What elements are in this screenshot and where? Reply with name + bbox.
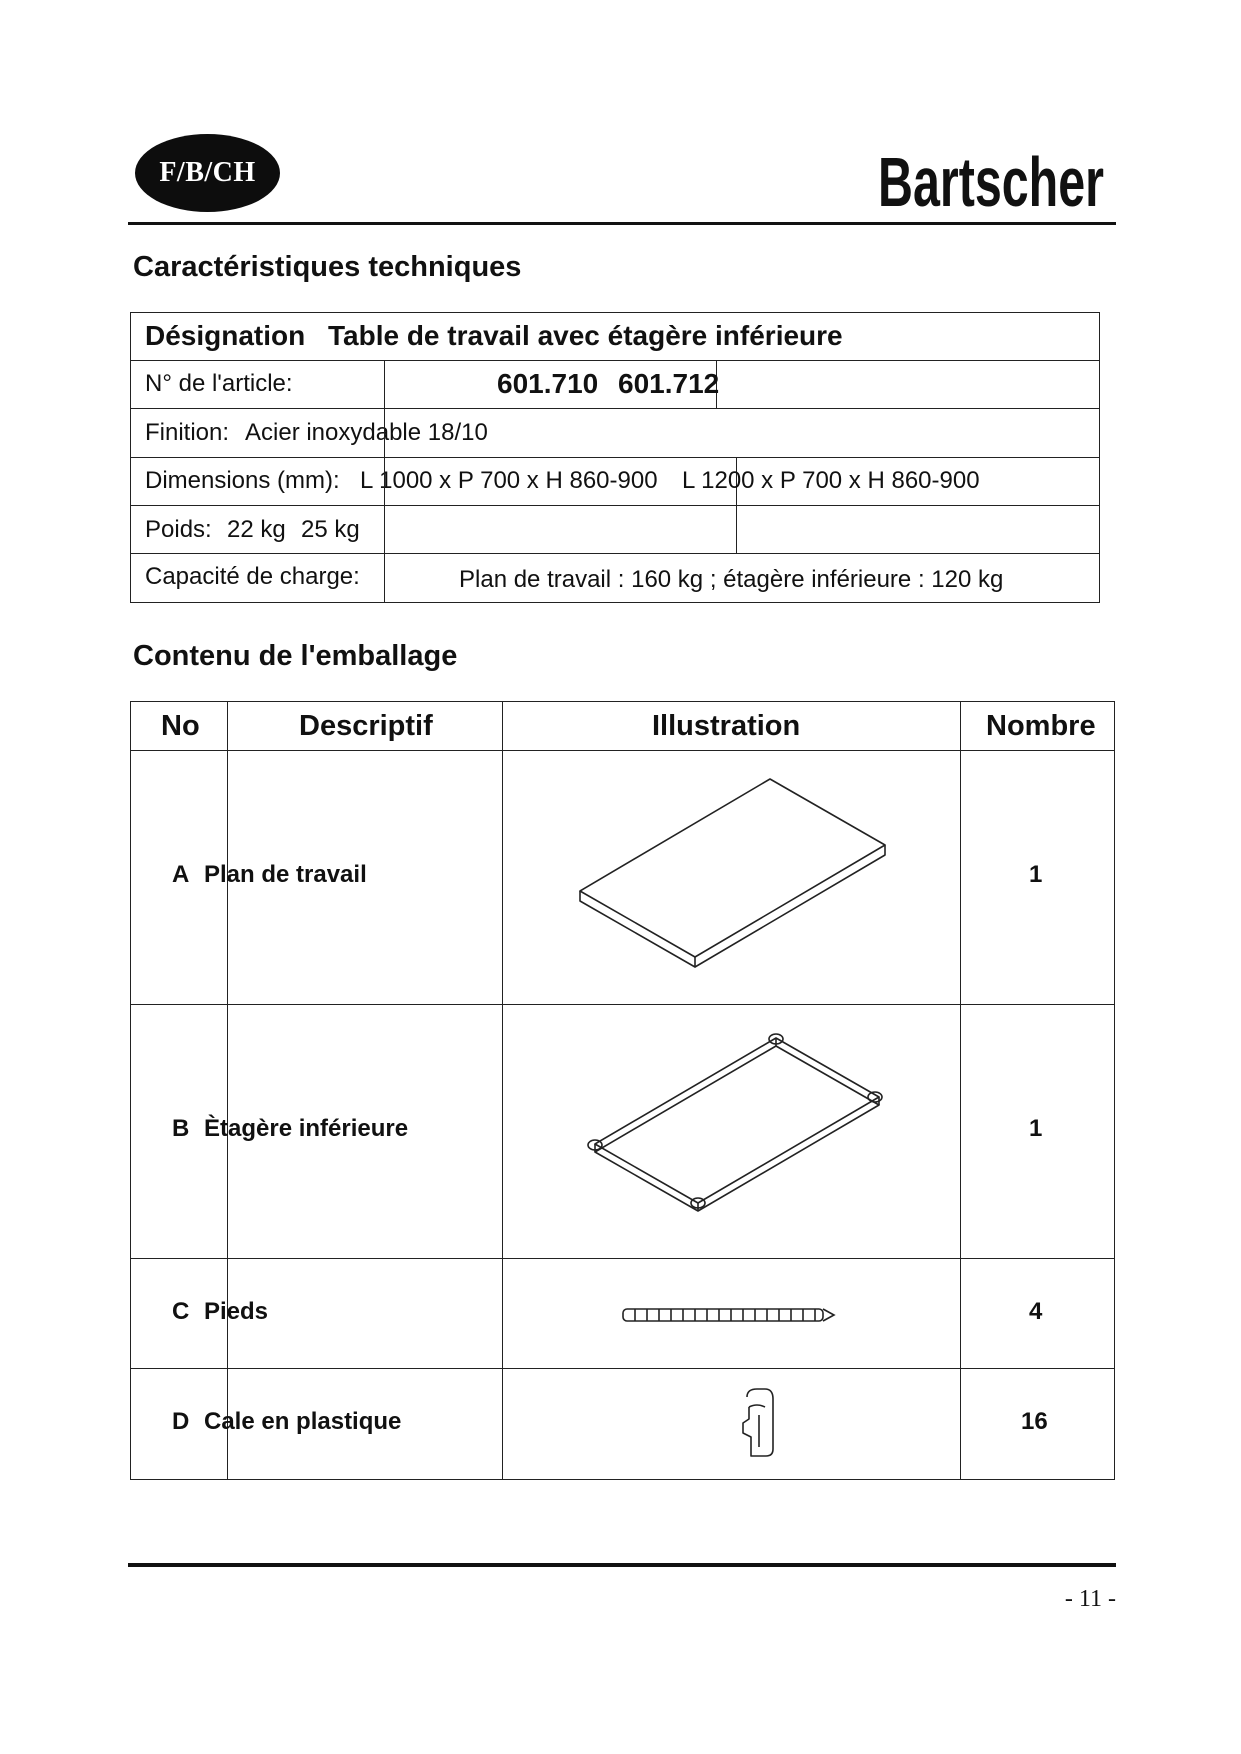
item-label: Plan de travail — [204, 861, 367, 888]
column-divider — [960, 701, 961, 1480]
item-count: 1 — [1029, 861, 1043, 888]
svg-text:Bartscher: Bartscher — [878, 143, 1104, 221]
capacity-value: Plan de travail : 160 kg ; étagère inférieure : 120 kg — [459, 566, 1004, 593]
item-letter: B — [172, 1115, 190, 1142]
column-divider — [502, 701, 503, 1480]
column-header-no: No — [161, 710, 200, 742]
dimensions-value: L 1000 x P 700 x H 860-900 — [360, 467, 658, 494]
leg-icon — [620, 1303, 840, 1327]
specs-divider — [384, 360, 385, 603]
package-header-row — [130, 701, 1115, 751]
weight-value: 22 kg — [227, 516, 286, 543]
item-letter: D — [172, 1408, 190, 1435]
weight-label: Poids: — [145, 516, 212, 543]
item-letter: C — [172, 1298, 190, 1325]
item-count: 4 — [1029, 1298, 1043, 1325]
item-count: 1 — [1029, 1115, 1043, 1142]
lower-shelf-icon — [582, 1028, 892, 1228]
finish-value: Acier inoxydable 18/10 — [245, 419, 488, 446]
column-divider — [227, 701, 228, 1480]
designation-label: Désignation — [145, 320, 306, 351]
finish-label: Finition: — [145, 419, 230, 446]
item-label: Pieds — [204, 1298, 269, 1325]
dimensions-label: Dimensions (mm): — [145, 467, 340, 494]
page-number: - 11 - — [1064, 1586, 1116, 1612]
brand-logo — [878, 140, 1110, 222]
article-number: 601.712 — [618, 368, 720, 399]
item-label: Ètagère inférieure — [204, 1115, 409, 1142]
footer-rule — [128, 1563, 1116, 1567]
column-header-illustration: Illustration — [652, 710, 801, 742]
column-header-nombre: Nombre — [986, 710, 1096, 742]
item-label: Cale en plastique — [204, 1408, 402, 1435]
article-label: N° de l'article: — [145, 370, 293, 397]
column-header-descriptif: Descriptif — [299, 710, 433, 742]
article-number: 601.710 — [497, 368, 599, 399]
item-letter: A — [172, 861, 190, 888]
header-rule — [128, 222, 1116, 225]
plastic-wedge-icon — [737, 1385, 779, 1461]
worktop-panel-icon — [575, 775, 895, 975]
dimensions-value: L 1200 x P 700 x H 860-900 — [682, 467, 980, 494]
specs-title: Caractéristiques techniques — [133, 251, 522, 283]
region-badge: F/B/CH — [135, 134, 280, 212]
weight-value: 25 kg — [301, 516, 360, 543]
item-count: 16 — [1021, 1408, 1048, 1435]
capacity-label: Capacité de charge: — [145, 563, 360, 590]
designation-value: Table de travail avec étagère inférieure — [328, 320, 843, 351]
package-title: Contenu de l'emballage — [133, 640, 458, 672]
